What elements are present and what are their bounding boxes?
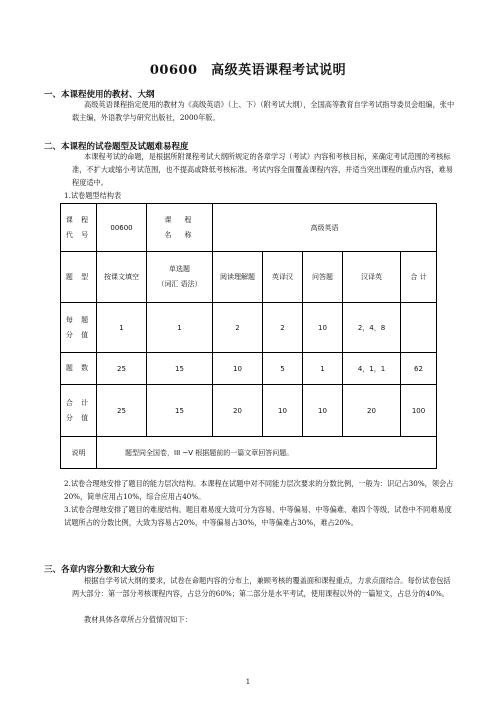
type-cell: 问答题: [303, 252, 343, 302]
section-1-paragraph: 高级英语课程指定使用的教材为《高级英语》（上、下）（附考试大纲），全国高等教育自学考试指导委员会组编，张中载主编，外语教学与研究出版社，2000年版。: [72, 100, 455, 122]
section-heading-2: 二、本课程的试卷题型及试题难易程度: [44, 142, 189, 152]
type-cell: 合 计: [401, 252, 437, 302]
type-cell: 英译汉: [263, 252, 303, 302]
total-cell: 25: [97, 384, 147, 437]
table-row: [61, 437, 437, 469]
course-name-label: 课 程 名 称: [147, 204, 213, 252]
table-row: [61, 384, 437, 437]
score-each-cell: 10: [303, 302, 343, 352]
section-heading-1: 一、本课程使用的教材、大纲: [44, 90, 155, 100]
count-cell: 4，1，1: [343, 353, 401, 385]
section-3-paragraph-2: 教材具体各章所占分值情况如下：: [84, 615, 192, 624]
page-title: 00600 高级英语课程考试说明: [149, 63, 347, 78]
type-label: 题 型: [61, 252, 97, 302]
section-2-item-2: 2.试卷合理地安排了题目的能力层次结构。本课程在试题中对不同能力层次要求的分数比例，一般为：识记占30%，领会占20%，简单应用占10%，综合应用占40%。: [64, 479, 454, 501]
table-row: [61, 204, 437, 252]
score-each-cell: 1: [97, 302, 147, 352]
score-each-cell: 1: [147, 302, 213, 352]
table-row: [61, 252, 437, 302]
type-cell: 单选题 （词汇 语法）: [147, 252, 213, 302]
score-each-cell: 2，4，8: [343, 302, 401, 352]
count-cell: 62: [401, 353, 437, 385]
count-label: 题 数: [61, 353, 97, 385]
total-label: 合 计 分 值: [61, 384, 97, 437]
total-cell: 20: [213, 384, 263, 437]
section-heading-3: 三、各章内容分数和大致分布: [44, 565, 155, 575]
type-cell: 汉译英: [343, 252, 401, 302]
note-cell: 题型同全国卷，III ~V 根据题前的一篇文章回答问题。: [97, 437, 437, 469]
section-2-paragraph: 本课程考试的命题，是根据所附课程考试大纲所规定的各章学习（考试）内容和考核目标，来确定考试范围的考核标准，不扩大或缩小考试范围，也不提高或降低考核标准。考试内容全面覆盖课程内容，并适当突出课程的重点内容，难易程度适中。: [72, 152, 453, 187]
page-number: 1: [245, 678, 251, 686]
score-each-cell: 2: [263, 302, 303, 352]
section-3-paragraph: 根据自学考试大纲的要求，试卷在命题内容的分布上，兼顾考核的覆盖面和课程重点，力求点面结合。每份试卷包括两大部分：第一部分考核课程内容，占总分的60%；第二部分是水平考试，使用课程以外的一篇短文，占总分的40%。: [72, 576, 451, 598]
table-caption: 1.试卷题型结构表: [64, 191, 122, 200]
count-cell: 25: [97, 353, 147, 385]
table-row: [61, 353, 437, 385]
total-cell: 100: [401, 384, 437, 437]
score-each-cell: 2: [213, 302, 263, 352]
total-cell: 15: [147, 384, 213, 437]
exam-structure-table: [60, 203, 437, 469]
note-label: 说明: [61, 437, 97, 469]
score-each-label: 每 题 分 值: [61, 302, 97, 352]
course-code-label: 课 程 代 号: [61, 204, 97, 252]
count-cell: 10: [213, 353, 263, 385]
course-name-cell: 高级英语: [213, 204, 437, 252]
course-code-cell: 00600: [97, 204, 147, 252]
type-cell: 按课文填空: [97, 252, 147, 302]
total-cell: 20: [343, 384, 401, 437]
count-cell: 1: [303, 353, 343, 385]
section-2-item-3: 3.试卷合理地安排了题目的难度结构。题目难易度大致可分为容易、中等偏易、中等偏难、难四个等级，试卷中不同难易度试题所占的分数比例，大致为容易占20%，中等偏易占30%，中等偏难占30%，难占20%。: [64, 505, 452, 527]
total-cell: 10: [263, 384, 303, 437]
total-cell: 10: [303, 384, 343, 437]
score-each-cell: [401, 302, 437, 352]
table-row: [61, 302, 437, 352]
count-cell: 5: [263, 353, 303, 385]
type-cell: 阅读理解题: [213, 252, 263, 302]
count-cell: 15: [147, 353, 213, 385]
